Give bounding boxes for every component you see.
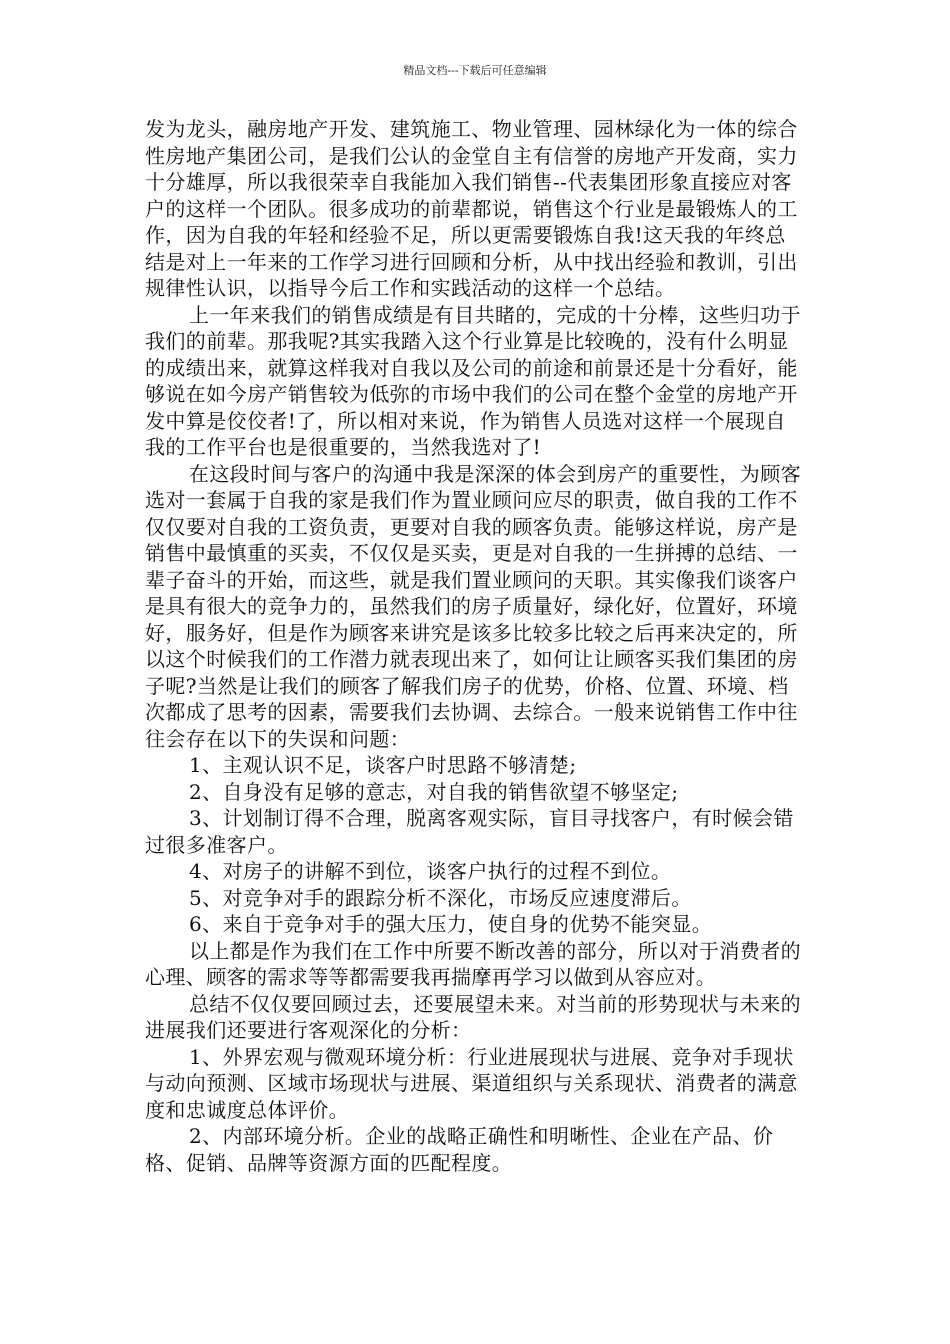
- document-body: [145, 116, 805, 1176]
- list-item: 2、自身没有足够的意志，对自我的销售欲望不够坚定;: [189, 779, 679, 804]
- paragraph: 发为龙头，融房地产开发、建筑施工、物业管理、园林绿化为一体的综合性房地产集团公司，是我们公认的金堂自主有信誉的房地产开发商，实力十分雄厚，所以我很荣幸自我能加入我们销售--代表集团形象直接应对客户的这样一个团队。很多成功的前辈都说，销售这个行业是最锻炼人的工作，因为自我的年轻和经验不足，所以更需要锻炼自我!这天我的年终总结是对上一年来的工作学习进行回顾和分析，从中找出经验和教训，引出规律性认识，以指导今后工作和实践活动的这样一个总结。: [145, 117, 798, 300]
- list-item: 6、来自于竞争对手的强大压力，使自身的优势不能突显。: [189, 912, 713, 936]
- list-item: 4、对房子的讲解不到位，谈客户执行的过程不到位。: [189, 859, 672, 883]
- list-item: 1、外界宏观与微观环境分析：行业进展现状与进展、竞争对手现状与动向预测、区域市场现状与进展、渠道组织与关系现状、消费者的满意度和忠诚度总体评价。: [145, 1044, 798, 1122]
- page-header: 精品文档---下载后可任意编辑: [403, 64, 547, 77]
- paragraph: 上一年来我们的销售成绩是有目共睹的，完成的十分棒，这些归功于我们的前辈。那我呢?其实我踏入这个行业算是比较晚的，没有什么明显的成绩出来，就算这样我对自我以及公司的前途和前景还是十分看好，能够说在如今房产销售较为低弥的市场中我们的公司在整个金堂的房地产开发中算是佼佼者!了，所以相对来说，作为销售人员选对这样一个展现自我的工作平台也是很重要的，当然我选对了!: [145, 302, 801, 459]
- paragraph: 以上都是作为我们在工作中所要不断改善的部分，所以对于消费者的心理、顾客的需求等等都需要我再揣摩再学习以做到从容应对。: [145, 938, 801, 989]
- list-item: 5、对竞争对手的跟踪分析不深化，市场反应速度滞后。: [189, 885, 692, 910]
- paragraph: 总结不仅仅要回顾过去，还要展望未来。对当前的形势现状与未来的进展我们还要进行客观深化的分析：: [145, 991, 801, 1042]
- paragraph: 在这段时间与客户的沟通中我是深深的体会到房产的重要性，为顾客选对一套属于自我的家是我们作为置业顾问应尽的职责，做自我的工作不仅仅要对自我的工资负责，更要对自我的顾客负责。能够这样说，房产是销售中最慎重的买卖，不仅仅是买卖，更是对自我的一生拼搏的总结、一辈子奋斗的开始，而这些，就是我们置业顾问的天职。其实像我们谈客户是具有很大的竞争力的，虽然我们的房子质量好，绿化好，位置好，环境好，服务好，但是作为顾客来讲究是该多比较多比较之后再来决定的，所以这个时候我们的工作潜力就表现出来了，如何让让顾客买我们集团的房子呢?当然是让我们的顾客了解我们房子的优势，价格、位置、环境、档次都成了思考的因素，需要我们去协调、去综合。一般来说销售工作中往往会存在以下的失误和问题：: [145, 461, 801, 751]
- list-item: 2、内部环境分析。企业的战略正确性和明晰性、企业在产品、价格、促销、品牌等资源方面的匹配程度。: [145, 1124, 774, 1175]
- list-item: 3、计划制订得不合理，脱离客观实际，盲目寻找客户，有时候会错过很多准客户。: [145, 806, 794, 857]
- list-item: 1、主观认识不足，谈客户时思路不够清楚;: [189, 753, 577, 777]
